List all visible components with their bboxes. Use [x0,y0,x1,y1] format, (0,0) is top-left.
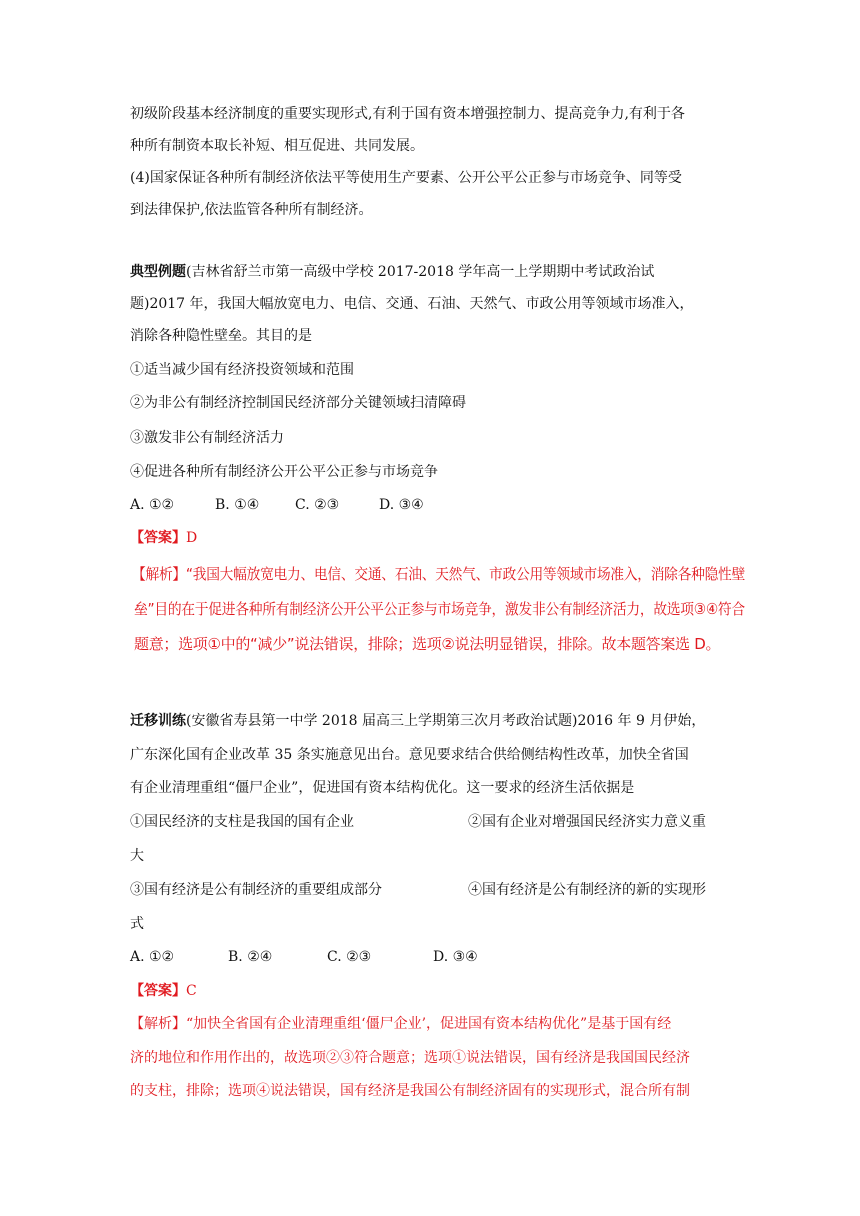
example-analysis-line-2: 垒”目的在于促进各种所有制经济公开公平公正参与市场竞争，激发非公有制经济活力，故选项③④符合 [134,600,745,618]
example-item-1: ①适当减少国有经济投资领域和范围 [130,362,354,378]
transfer-item-3: ③国有经济是公有制经济的重要组成部分 [130,882,382,898]
transfer-analysis-line-3: 的支柱，排除；选项④说法错误，国有经济是我国公有制经济固有的实现形式，混合所有制 [130,1083,690,1099]
example-line-3: 消除各种隐性壁垒。其目的是 [130,328,312,344]
example-analysis-line-1: 【解析】“我国大幅放宽电力、电信、交通、石油、天然气、市政公用等领域市场准入，消除各种隐性壁 [132,565,745,583]
transfer-answer [130,981,197,1001]
transfer-item-4-wrap: 式 [130,916,144,932]
transfer-option-d: D. ③④ [433,949,478,965]
transfer-item-4: ④国有经济是公有制经济的新的实现形 [468,882,706,898]
transfer-line-1 [130,711,705,731]
transfer-line-2: 广东深化国有企业改革 35 条实施意见出台。意见要求结合供给侧结构性改革，加快全省国 [130,747,689,763]
transfer-option-a: A. ①② [130,949,175,965]
example-item-2: ②为非公有制经济控制国民经济部分关键领域扫清障碍 [130,395,466,411]
transfer-answer-label: 【答案】 [130,983,186,999]
example-answer-label: 【答案】 [130,530,186,546]
intro-line-4: 到法律保护,依法监管各种所有制经济。 [130,202,373,218]
example-item-3: ③激发非公有制经济活力 [130,430,284,446]
transfer-item-2-wrap: 大 [130,848,144,864]
transfer-source: (安徽省寿县第一中学 2018 届高三上学期第三次月考政治试题)2016 年 9 月伊始， [186,713,706,729]
example-line-2: 题)2017 年，我国大幅放宽电力、电信、交通、石油、天然气、市政公用等领域市场准入， [130,296,694,312]
transfer-line-3: 有企业清理重组“僵尸企业”，促进国有资本结构优化。这一要求的经济生活依据是 [130,780,635,796]
intro-line-1: 初级阶段基本经济制度的重要实现形式,有利于国有资本增强控制力、提高竞争力,有利于各 [130,106,685,122]
example-answer [130,528,197,548]
example-analysis-line-3: 题意；选项①中的“减少”说法错误，排除；选项②说法明显错误，排除。故本题答案选 D。 [134,635,721,653]
intro-line-2: 种所有制资本取长补短、相互促进、共同发展。 [130,138,424,154]
transfer-analysis-line-1: 【解析】“加快全省国有企业清理重组‘僵尸企业’，促进国有资本结构优化”是基于国有经 [130,1016,672,1032]
example-option-c: C. ②③ [295,497,340,513]
transfer-answer-value: C [186,983,197,999]
example-source: (吉林省舒兰市第一高级中学校 2017-2018 学年高一上学期期中考试政治试 [186,264,655,280]
example-item-4: ④促进各种所有制经济公开公平公正参与市场竞争 [130,464,438,480]
example-option-b: B. ①④ [215,497,260,513]
transfer-analysis-line-2: 济的地位和作用作出的，故选项②③符合题意；选项①说法错误，国有经济是我国国民经济 [130,1050,690,1066]
transfer-options [130,947,478,967]
transfer-heading: 迁移训练 [130,713,186,729]
intro-line-3: (4)国家保证各种所有制经济依法平等使用生产要素、公开公平公正参与市场竞争、同等受 [130,170,682,186]
example-answer-value: D [186,530,198,546]
example-option-d: D. ③④ [379,497,424,513]
example-options [130,495,424,515]
example-line-1 [130,262,654,282]
transfer-item-2: ②国有企业对增强国民经济实力意义重 [468,814,706,830]
example-option-a: A. ①② [130,497,175,513]
transfer-option-c: C. ②③ [327,949,372,965]
transfer-option-b: B. ②④ [228,949,273,965]
transfer-item-1: ①国民经济的支柱是我国的国有企业 [130,814,354,830]
example-heading: 典型例题 [130,264,186,280]
